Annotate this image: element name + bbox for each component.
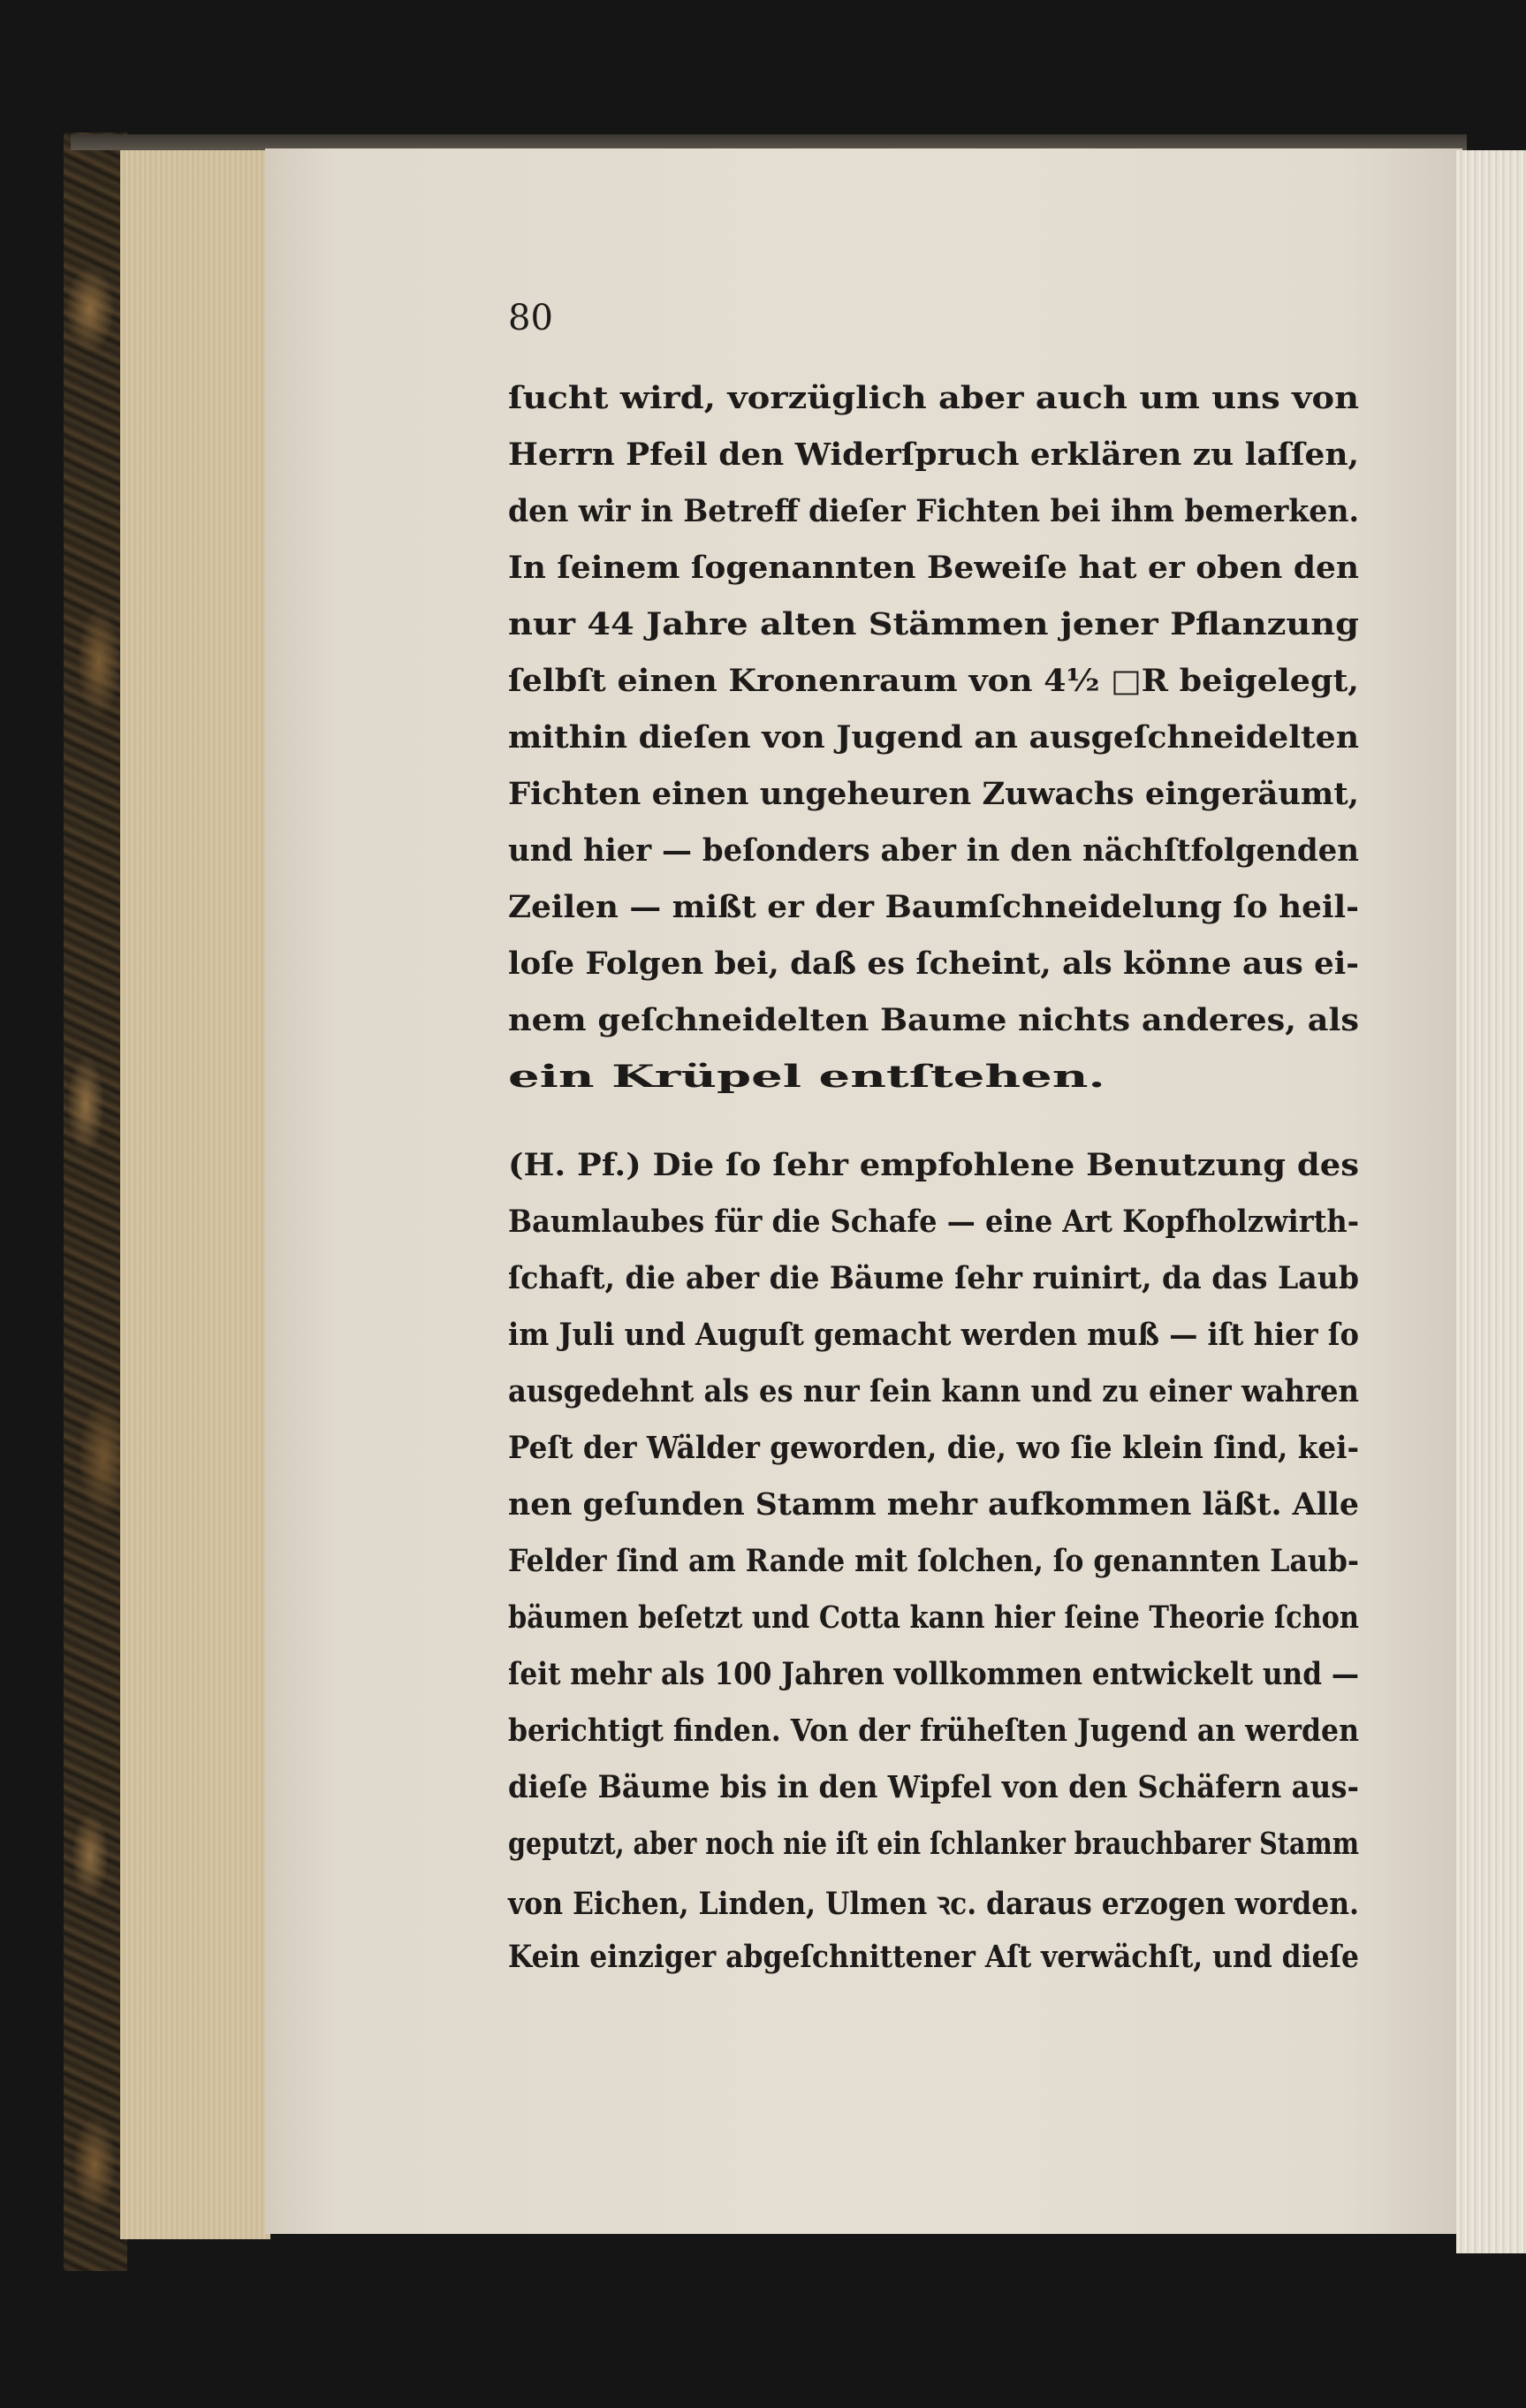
- marbled-cover: [64, 133, 127, 2271]
- text-line: mithin dieſen von Jugend an ausgeſchneidelten: [508, 719, 1359, 756]
- text-line: Felder ſind am Rande mit ſolchen, ſo genannten Laub-: [508, 1543, 1359, 1579]
- text-line: den wir in Betreff dieſer Fichten bei ihm bemerken.: [508, 493, 1359, 529]
- page-block-left-edge: [120, 143, 270, 2239]
- text-line: im Juli und Auguſt gemacht werden muß — iſt hier ſo: [508, 1317, 1359, 1353]
- text-line: ſchaft, die aber die Bäume ſehr ruinirt, da das Laub: [508, 1260, 1359, 1296]
- text-line: In ſeinem ſogenannten Beweiſe hat er oben den: [508, 550, 1359, 586]
- text-line: nem geſchneidelten Baume nichts anderes, als: [508, 1002, 1359, 1038]
- text-line: ſeit mehr als 100 Jahren vollkommen entwickelt und —: [508, 1656, 1359, 1692]
- text-line: nen geſunden Stamm mehr aufkommen läßt. Alle: [508, 1486, 1359, 1523]
- text-line: Zeilen — mißt er der Baumſchneidelung ſo heil-: [508, 889, 1359, 925]
- text-line: loſe Folgen bei, daß es ſcheint, als könne aus ei-: [508, 946, 1359, 982]
- text-line: Kein einziger abgeſchnittener Aſt verwächſt, und dieſe: [508, 1939, 1359, 1975]
- text-line: und hier — beſonders aber in den nächſtfolgenden: [508, 832, 1359, 869]
- text-line: nur 44 Jahre alten Stämmen jener Pflanzung: [508, 606, 1359, 642]
- text-line: Peſt der Wälder geworden, die, wo ſie klein ſind, kei-: [508, 1430, 1359, 1466]
- text-line: berichtigt finden. Von der früheſten Jugend an werden: [508, 1713, 1359, 1749]
- text-line: ein Krüpel entſtehen.: [508, 1059, 1105, 1095]
- text-line: ſucht wird, vorzüglich aber auch um uns von: [508, 380, 1359, 416]
- text-line: Herrn Pfeil den Widerſpruch erklären zu laſſen,: [508, 437, 1359, 473]
- page-number: 80: [508, 298, 553, 338]
- text-line: Fichten einen ungeheuren Zuwachs eingeräumt,: [508, 776, 1359, 812]
- page-block-right-edge: [1456, 150, 1526, 2253]
- text-line: ſelbſt einen Kronenraum von 4½ □R beigelegt,: [508, 663, 1359, 699]
- text-line: (H. Pf.) Die ſo ſehr empfohlene Benutzung des: [508, 1147, 1359, 1183]
- text-line: dieſe Bäume bis in den Wipfel von den Schäfern aus-: [508, 1769, 1359, 1805]
- text-line: ausgedehnt als es nur ſein kann und zu einer wahren: [508, 1373, 1359, 1409]
- text-line: bäumen beſetzt und Cotta kann hier ſeine Theorie ſchon: [508, 1599, 1359, 1636]
- text-line: Baumlaubes für die Schafe — eine Art Kopfholzwirth-: [508, 1204, 1359, 1240]
- text-line: von Eichen, Linden, Ulmen ꝛc. daraus erzogen worden.: [508, 1886, 1359, 1922]
- text-line: geputzt, aber noch nie iſt ein ſchlanker brauchbarer Stamm: [508, 1826, 1359, 1862]
